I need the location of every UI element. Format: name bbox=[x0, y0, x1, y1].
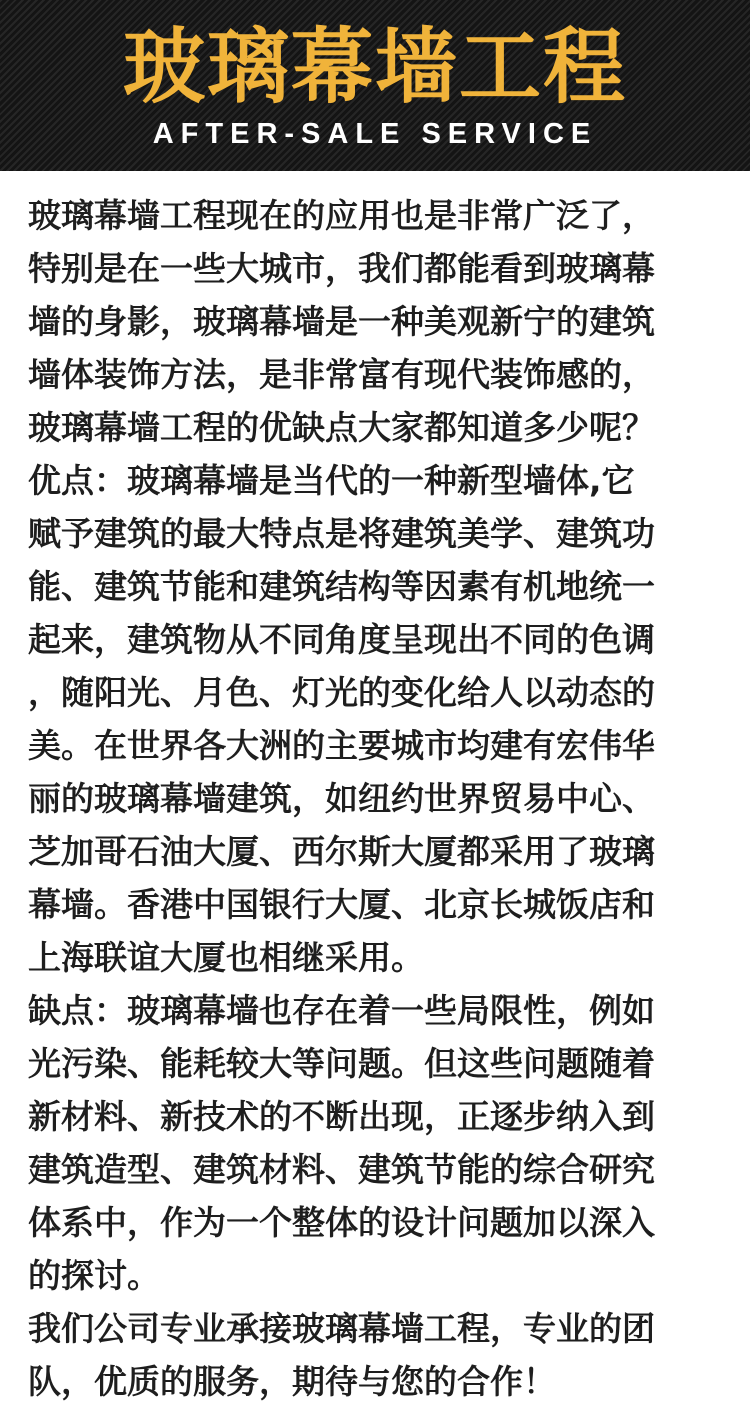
text-line: 起来，建筑物从不同角度呈现出不同的色调 bbox=[28, 620, 655, 659]
page-subtitle: AFTER-SALE SERVICE bbox=[152, 118, 598, 150]
text-line: 优点：玻璃幕墙是当代的一种新型墙体,它 bbox=[28, 461, 635, 500]
page-title: 玻璃幕墙工程 bbox=[122, 20, 627, 115]
text-line: 美。在世界各大洲的主要城市均建有宏伟华 bbox=[28, 726, 655, 765]
text-line: 体系中，作为一个整体的设计问题加以深入 bbox=[28, 1203, 655, 1242]
article-body bbox=[28, 189, 740, 1408]
text-line: 赋予建筑的最大特点是将建筑美学、建筑功 bbox=[28, 514, 655, 553]
text-line: 玻璃幕墙工程现在的应用也是非常广泛了， bbox=[28, 196, 655, 235]
text-line: 墙体装饰方法，是非常富有现代装饰感的， bbox=[28, 355, 655, 394]
header-banner bbox=[0, 0, 750, 171]
text-line: 新材料、新技术的不断出现，正逐步纳入到 bbox=[28, 1097, 655, 1136]
text-line: 建筑造型、建筑材料、建筑节能的综合研究 bbox=[28, 1150, 655, 1189]
text-line: 我们公司专业承接玻璃幕墙工程，专业的团 bbox=[28, 1309, 655, 1348]
text-line: ，随阳光、月色、灯光的变化给人以动态的 bbox=[28, 673, 655, 712]
text-line: 特别是在一些大城市，我们都能看到玻璃幕 bbox=[28, 249, 655, 288]
text-line: 队，优质的服务，期待与您的合作！ bbox=[28, 1362, 556, 1401]
text-line: 丽的玻璃幕墙建筑，如纽约世界贸易中心、 bbox=[28, 779, 655, 818]
text-line: 芝加哥石油大厦、西尔斯大厦都采用了玻璃 bbox=[28, 832, 655, 871]
text-line: 墙的身影，玻璃幕墙是一种美观新宁的建筑 bbox=[28, 302, 655, 341]
text-line: 玻璃幕墙工程的优缺点大家都知道多少呢？ bbox=[28, 408, 655, 447]
text-line: 光污染、能耗较大等问题。但这些问题随着 bbox=[28, 1044, 655, 1083]
text-line: 的探讨。 bbox=[28, 1256, 160, 1295]
text-line: 缺点：玻璃幕墙也存在着一些局限性，例如 bbox=[28, 991, 655, 1030]
text-line: 幕墙。香港中国银行大厦、北京长城饭店和 bbox=[28, 885, 655, 924]
text-line: 能、建筑节能和建筑结构等因素有机地统一 bbox=[28, 567, 655, 606]
text-line: 上海联谊大厦也相继采用。 bbox=[28, 938, 424, 977]
